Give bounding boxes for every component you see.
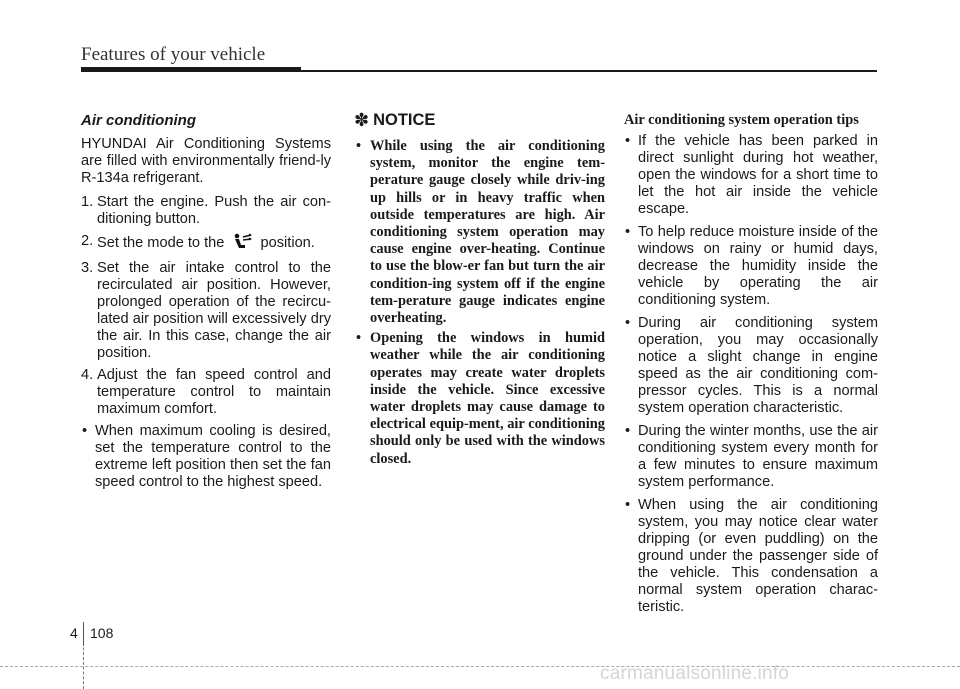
tips-heading: Air conditioning system operation tips — [624, 112, 859, 128]
step-number: 1. — [81, 194, 94, 210]
bullet-icon: • — [625, 497, 631, 513]
list-item — [624, 497, 878, 616]
page-header-title: Features of your vehicle — [81, 44, 266, 65]
chapter-number: 4 — [70, 625, 78, 641]
section-heading-air-conditioning: Air conditioning — [81, 112, 196, 129]
watermark: carmanualsonline.info — [600, 663, 790, 684]
notice-bullets — [354, 138, 605, 468]
bullet-text: If the vehicle has been parked in direct sunlight during hot weather, open the windows for a short time to let the hot air inside the vehicle escape. — [638, 133, 878, 217]
step-text: Set the air intake control to the recirculated air position. However, prolonged operation of the recircu-lated air position will excessively dry the air. In this case, change the air position. — [97, 260, 331, 361]
footer-divider — [83, 622, 84, 646]
step-text: Start the engine. Push the air con-ditioning button. — [97, 194, 331, 227]
bullet-icon: • — [356, 330, 362, 347]
step-text: Adjust the fan speed control and temperature control to maintain maximum comfort. — [97, 367, 331, 417]
step-item — [81, 233, 331, 255]
steps-list — [81, 194, 331, 418]
bullet-icon: • — [356, 138, 362, 154]
bullet-icon: • — [625, 224, 631, 240]
tips-column — [624, 112, 878, 622]
header-rule-thick — [81, 67, 301, 72]
notice-star-icon: ✽ — [354, 110, 370, 130]
header-rule-thin — [301, 70, 877, 72]
step-item — [81, 367, 331, 418]
list-item — [624, 423, 878, 491]
bullet-text: During air conditioning system operation, you may occasionally notice a slight change in engine speed as the air conditioning com-pressor cycles. This is a normal system operation characteristic. — [638, 315, 878, 416]
list-item — [354, 330, 605, 468]
bullet-text: When maximum cooling is desired, set the temperature control to the extreme left position then set the fan speed control to the highest speed. — [95, 423, 331, 490]
step-number: 2. — [81, 233, 94, 249]
tips-bullets — [624, 133, 878, 616]
notice-heading — [354, 112, 605, 129]
list-item — [624, 315, 878, 417]
step-item — [81, 260, 331, 362]
face-vent-mode-icon — [231, 233, 253, 255]
bullet-text: To help reduce moisture inside of the windows on rainy or humid days, decrease the humidity inside the vehicle by operating the air conditioning system. — [638, 224, 878, 308]
bullet-text: Opening the windows in humid weather while the air conditioning operates may create water droplets inside the vehicle. Since excessive water droplets may cause damage to electrical equip-ment, air conditioning should only be used with the windows closed. — [370, 330, 605, 467]
list-item — [624, 133, 878, 218]
bullet-text: While using the air conditioning system, monitor the engine tem-perature gauge closely while driv-ing up hills or in heavy traffic when outside temperatures are high. Air conditioning system operation may cause engine over-heating. Continue to use the blow-er fan but turn the air condition-ing system off if the engine tem-perature gauge indicates engine overheating. — [370, 138, 605, 327]
step-text-after: position. — [260, 235, 315, 251]
step-item — [81, 194, 331, 228]
step-number: 3. — [81, 260, 94, 276]
bullet-icon: • — [625, 133, 631, 149]
notice-column — [354, 112, 605, 471]
page-number: 108 — [90, 625, 114, 641]
list-item — [624, 224, 878, 309]
bullet-text: When using the air conditioning system, you may notice clear water dripping (or even puddling) on the ground under the passenger side of the vehicle. This condensation a normal system operation charac-teristic. — [638, 497, 878, 615]
step-text-before: Set the mode to the — [97, 235, 225, 251]
left-bullets — [81, 423, 331, 491]
intro-paragraph: HYUNDAI Air Conditioning Systems are filled with environmentally friend-ly R-134a refrigerant. — [81, 136, 331, 186]
step-number: 4. — [81, 367, 94, 383]
bullet-text: During the winter months, use the air conditioning system every month for a few minutes to ensure maximum system performance. — [638, 423, 878, 490]
notice-title: NOTICE — [373, 111, 436, 129]
left-column — [81, 112, 331, 497]
bullet-icon: • — [625, 315, 631, 331]
list-item — [354, 138, 605, 327]
bullet-icon: • — [625, 423, 631, 439]
bullet-icon: • — [82, 423, 88, 439]
list-item — [81, 423, 331, 491]
footer-crop-line-horizontal — [0, 666, 960, 667]
